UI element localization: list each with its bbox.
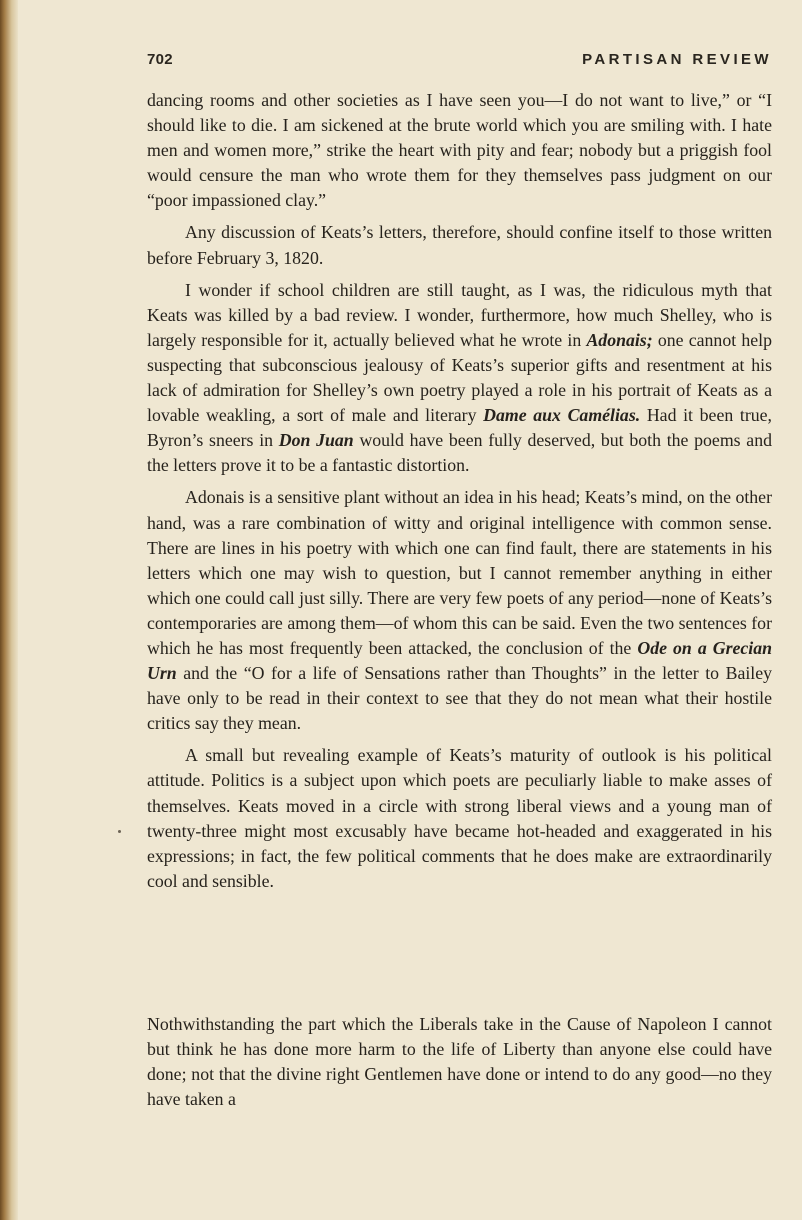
running-head: PARTISAN REVIEW	[582, 51, 772, 68]
work-title: Don Juan	[278, 430, 354, 451]
page-header	[147, 47, 772, 77]
paragraph: A small but revealing example of Keats’s maturity of outlook is his political attitude. Politics is a subject upon which poets are peculiarly liable to make asses of themselves. Keats moved in a circle with strong liberal views and a young man of twenty-three might most excusably have became hot-headed and exaggerated in his expressions; in fact, the few political comments that he does make are extraordinarily cool and sensible.	[147, 745, 772, 891]
paragraph-text: and the “O for a life of Sensations rather than Thoughts” in the letter to Bailey have only to be read in their context to see that they do not mean what their hostile critics say they mean.	[147, 663, 772, 734]
paragraph: Any discussion of Keats’s letters, therefore, should confine itself to those written before February 3, 1820.	[147, 222, 772, 268]
margin-mark	[118, 830, 121, 833]
paragraph	[147, 485, 772, 736]
paragraph: dancing rooms and other societies as I have seen you—I do not want to live,” or “I should like to die. I am sickened at the brute world which you are smiling with. I hate men and women more,” strike the heart with pity and fear; nobody but a priggish fool would censure the man who wrote them for they themselves pass judgment on our “poor impassioned clay.”	[147, 90, 772, 211]
book-spine-edge	[0, 0, 18, 1220]
paragraph-text: one cannot help suspecting that subconscious jealousy of Keats’s superior gifts and resentment at his lack of admiration for Shelley’s own poetry played a role in his portrait of Keats as a lovable weakling, a sort of male and literary	[147, 329, 772, 426]
paragraph-text: would have been fully deserved, but both the poems and the letters prove it to be a fantastic distortion.	[147, 430, 772, 476]
paragraph-text: Had it been true, Byron’s sneers in	[147, 405, 772, 451]
paragraph-text: I wonder if school children are still taught, as I was, the ridiculous myth that Keats was killed by a bad review. I wonder, furthermore, how much Shelley, who is largely responsible for it, actually believed what he wrote in	[147, 279, 772, 350]
work-title: Ode on a Grecian Urn	[147, 637, 772, 684]
article-body	[147, 88, 772, 894]
paragraph-text: Adonais is a sensitive plant without an idea in his head; Keats’s mind, on the other hand, was a rare combination of witty and original intelligence with common sense. There are lines in his poetry with which one can find fault, there are statements in his letters which one may wish to question, but I cannot remember anything in either which one could call just silly. There are very few poets of any period—none of Keats’s contemporaries are among them—of whom this can be said. Even the two sentences for which he has most frequently been attacked, the conclusion of the	[147, 487, 772, 658]
block-quote: Nothwithstanding the part which the Liberals take in the Cause of Napoleon I cannot but think he has done more harm to the life of Liberty than anyone else could have done; not that the divine right Gentlemen have done or intend to do any good—no they have taken a	[147, 1014, 772, 1110]
work-title: Adonais;	[586, 329, 653, 350]
paragraph	[147, 278, 772, 479]
work-title: Dame aux Camélias.	[483, 405, 641, 426]
page-number: 702	[147, 51, 173, 68]
